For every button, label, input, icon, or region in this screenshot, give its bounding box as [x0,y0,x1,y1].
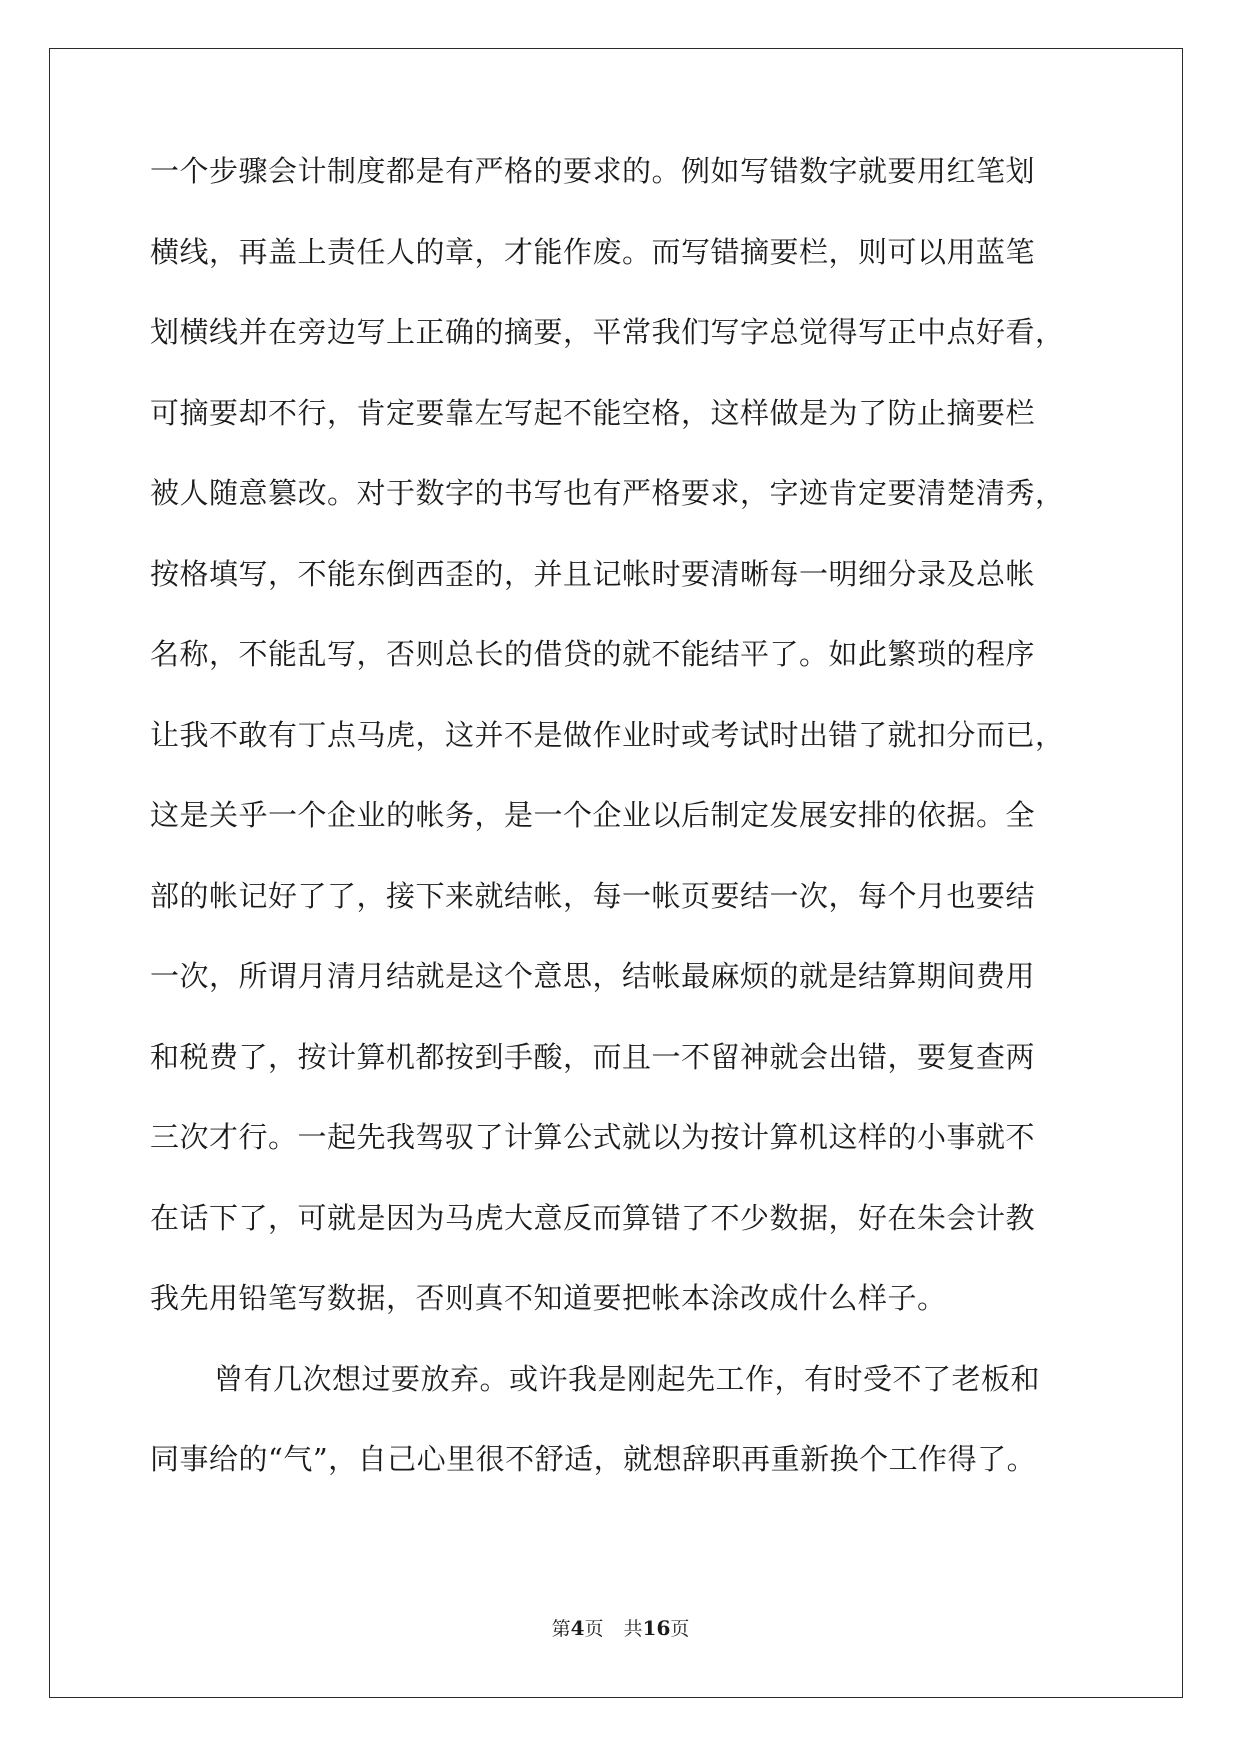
text-line-content: 三次才行。一起先我驾驭了计算公式就以为按计算机这样的小事就不 [150,1120,1036,1154]
text-line [150,796,1090,877]
page-footer [0,1614,1241,1641]
text-line [150,957,1090,1038]
text-line [150,1199,1090,1280]
text-line-content: 这是关乎一个企业的帐务，是一个企业以后制定发展安排的依据。全 [150,798,1036,832]
text-line [150,1038,1090,1119]
total-prefix: 共 [623,1618,643,1640]
text-line-content: 曾有几次想过要放弃。或许我是刚起先工作，有时受不了老板和 [214,1361,1041,1396]
text-line [150,877,1090,958]
text-line-content: 横线，再盖上责任人的章，才能作废。而写错摘要栏，则可以用蓝笔 [150,234,1036,269]
text-line [150,1279,1090,1360]
text-line-content: 被人随意篡改。对于数字的书写也有严格要求，字迹肯定要清楚清秀， [150,476,1065,510]
text-line-content: 同事给的“气”，自己心里很不舒适，就想辞职再重新换个工作得了。 [150,1442,1037,1476]
text-line [150,233,1090,314]
text-line [150,313,1090,394]
text-line-content: 可摘要却不行，肯定要靠左写起不能空格，这样做是为了防止摘要栏 [150,395,1036,430]
text-line [150,1440,1090,1521]
text-line [150,716,1090,797]
text-line [150,1118,1090,1199]
text-line-content: 名称，不能乱写，否则总长的借贷的就不能结平了。如此繁琐的程序 [150,637,1036,671]
total-pages: 16 [642,1616,671,1640]
page-prefix: 第 [551,1618,571,1640]
text-line-content: 让我不敢有丁点马虎，这并不是做作业时或考试时出错了就扣分而已， [150,717,1065,752]
text-line-paragraph-start [150,1360,1090,1441]
page-suffix: 页 [584,1618,604,1640]
page-number: 4 [570,1616,585,1640]
text-line-content: 一次，所谓月清月结就是这个意思，结帐最麻烦的就是结算期间费用 [150,959,1036,993]
body-text [150,152,1090,1521]
text-line-content: 我先用铅笔写数据，否则真不知道要把帐本涂改成什么样子。 [150,1281,947,1315]
text-line-content: 在话下了，可就是因为马虎大意反而算错了不少数据，好在朱会计教 [150,1200,1036,1235]
text-line-content: 和税费了，按计算机都按到手酸，而且一不留神就会出错，要复查两 [150,1039,1036,1074]
text-line-content: 一个步骤会计制度都是有严格的要求的。例如写错数字就要用红笔划 [150,154,1036,188]
text-line-content: 按格填写，不能东倒西歪的，并且记帐时要清晰每一明细分录及总帐 [150,556,1036,591]
text-line [150,394,1090,475]
text-line [150,555,1090,636]
text-line [150,152,1090,233]
text-line [150,635,1090,716]
text-line-content: 划横线并在旁边写上正确的摘要，平常我们写字总觉得写正中点好看， [150,315,1065,349]
total-suffix: 页 [670,1618,690,1640]
text-line [150,474,1090,555]
text-line-content: 部的帐记好了了，接下来就结帐，每一帐页要结一次，每个月也要结 [150,878,1036,913]
